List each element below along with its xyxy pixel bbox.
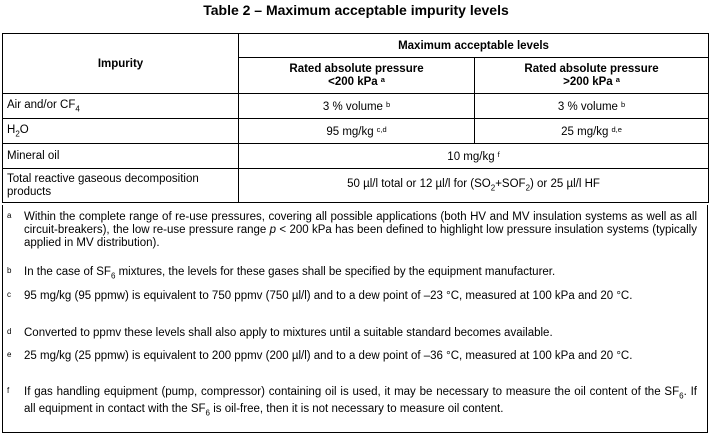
header-low-pressure [239,58,475,94]
high-value: 25 mg/kg [561,125,609,138]
impurity-name-suffix: O [19,123,29,136]
value-subscript-1: 2 [490,183,496,193]
impurity-cell: Mineral oil [3,144,239,169]
impurity-subscript: 4 [75,104,80,114]
high-value-cell [475,94,709,119]
high-footnote: b [620,99,626,109]
header-low-line2: <200 kPa [328,76,378,88]
high-footnote: d,e [611,124,622,134]
low-value: 3 % volume [322,100,383,113]
footnote-e [7,350,697,363]
merged-value: 10 mg/kg [447,150,495,163]
footnote-letter: a [7,211,12,220]
footnote-letter: f [7,386,10,395]
impurity-cell: Total reactive gaseous decomposition products [3,169,239,203]
impurity-cell [3,94,239,119]
merged-value-cell [239,144,709,169]
header-low-line1: Rated absolute pressure [289,63,424,75]
merged-value-cell [239,169,709,203]
header-high-line2-wrap [479,75,704,88]
header-high-pressure [475,58,709,94]
value-subscript-2: 2 [525,183,531,193]
merged-value-suffix: ) or 25 µl/l HF [530,178,600,191]
footnote-letter: b [7,266,12,275]
header-high-line2: >200 kPa [563,76,613,88]
header-high-line1: Rated absolute pressure [524,63,659,75]
impurity-name: Air and/or CF [7,98,76,111]
impurity-subscript: 2 [15,129,20,139]
footnote-f [7,386,697,419]
low-footnote: c,d [376,124,387,134]
footnote-text: Within the complete range of re-use pressures, covering all possible applications (both HV and MV insulation systems as well as all circuit-breakers), the low re-use pressure range p < 200 kPa has been defined to highlight low pressure insulation systems (typically applied in MV distribution). [24,211,697,250]
merged-footnote: f [497,149,500,159]
header-impurity: Impurity [3,34,239,94]
table-row [3,144,709,169]
footnote-a [7,211,697,251]
merged-value-mid: +SOF [495,178,526,191]
header-row-1 [3,34,709,58]
footnotes-box [2,205,708,433]
low-value: 95 mg/kg [326,125,374,138]
footnote-text: 25 mg/kg (25 ppmw) is equivalent to 200 ppmv (200 µl/l) and to a dew point of –36 °C, measured at 100 kPa and 20 °C. [24,350,633,362]
high-value-cell [475,119,709,144]
table-row [3,119,709,144]
footnote-d [7,327,697,340]
footnote-c [7,290,697,303]
footnote-text: If gas handling equipment (pump, compressor) containing oil is used, it may be necessary to measure the oil content of the $SF_6$. If all equipment in contact with the $SF_6$ is oil-free, then it is not necessary to measure oil content. [24,386,697,417]
merged-value: 50 µl/l total or 12 µl/l for (SO [347,178,491,191]
footnote-letter: e [7,350,12,359]
header-max-levels: Maximum acceptable levels [239,34,709,58]
header-high-footnote: a [615,75,620,84]
footnote-letter: c [7,290,11,299]
footnote-text: Converted to ppmv these levels shall also apply to mixtures until a suitable standard becomes available. [24,327,553,339]
table-row [3,169,709,203]
footnote-b [7,266,697,283]
low-footnote: b [385,99,391,109]
italic-p: p [269,224,277,237]
impurity-table [2,33,709,203]
table-row [3,94,709,119]
footnote-text: In the case of $SF_6$ mixtures, the levels for these gases shall be specified by the equipment manufacturer. [24,266,556,281]
header-low-line2-wrap [243,75,470,88]
low-value-cell [239,119,475,144]
footnote-text: 95 mg/kg (95 ppmw) is equivalent to 750 ppmv (750 µl/l) and to a dew point of –23 °C, measured at 100 kPa and 20 °C. [24,290,633,302]
impurity-cell [3,119,239,144]
table-title: Table 2 – Maximum acceptable impurity levels [203,2,509,18]
low-value-cell [239,94,475,119]
footnote-letter: d [7,327,12,336]
high-value: 3 % volume [557,100,618,113]
impurity-name: H [7,123,16,136]
header-low-footnote: a [380,75,385,84]
